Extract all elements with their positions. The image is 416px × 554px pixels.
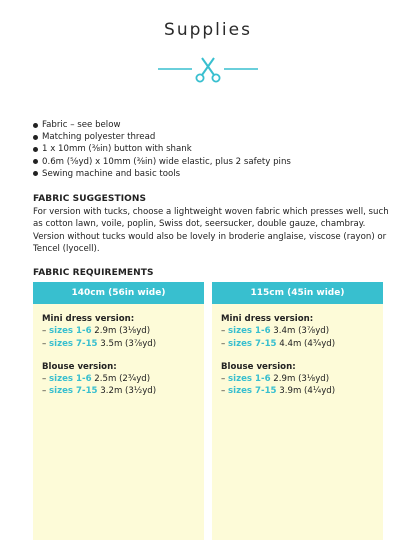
size-label: sizes 7-15 bbox=[49, 338, 98, 349]
size-row: – sizes 1-6 3.4m (3⅞yd) bbox=[221, 326, 330, 337]
size-value: 3.5m (3⅞yd) bbox=[97, 338, 157, 349]
bullet-icon bbox=[33, 147, 38, 152]
size-value: 2.9m (3⅛yd) bbox=[91, 326, 151, 337]
size-label: sizes 1-6 bbox=[228, 374, 271, 385]
page-title: Supplies bbox=[164, 20, 252, 40]
size-row: – sizes 7-15 3.9m (4¼yd) bbox=[221, 386, 336, 397]
size-label: sizes 7-15 bbox=[228, 386, 277, 397]
requirements-column-115cm bbox=[212, 282, 383, 540]
size-value: 4.4m (4¾yd) bbox=[276, 338, 336, 349]
size-row: – sizes 7-15 3.2m (3½yd) bbox=[42, 386, 157, 397]
bullet-icon bbox=[33, 123, 38, 128]
bullet-icon bbox=[33, 135, 38, 140]
column-header: 115cm (45in wide) bbox=[212, 282, 383, 304]
list-item: 0.6m (⅝yd) x 10mm (⅜in) wide elastic, plus 2 safety pins bbox=[33, 156, 393, 168]
bullet-icon bbox=[33, 159, 38, 164]
size-label: sizes 1-6 bbox=[228, 326, 271, 337]
scissors-icon bbox=[158, 55, 258, 83]
version-title: Mini dress version: bbox=[42, 314, 135, 324]
fabric-requirements-heading: FABRIC REQUIREMENTS bbox=[33, 268, 154, 278]
size-label: sizes 1-6 bbox=[49, 374, 92, 385]
version-title: Mini dress version: bbox=[221, 314, 314, 324]
bullet-icon bbox=[33, 171, 38, 176]
size-label: sizes 1-6 bbox=[49, 326, 92, 337]
size-value: 3.9m (4¼yd) bbox=[276, 386, 336, 397]
list-item: Fabric – see below bbox=[33, 119, 393, 131]
size-row: – sizes 1-6 2.9m (3⅛yd) bbox=[42, 326, 151, 337]
size-row: – sizes 1-6 2.9m (3⅛yd) bbox=[221, 374, 330, 385]
list-item: Matching polyester thread bbox=[33, 131, 393, 143]
size-value: 3.4m (3⅞yd) bbox=[270, 326, 330, 337]
size-row: – sizes 7-15 4.4m (4¾yd) bbox=[221, 338, 336, 349]
fabric-suggestions-text: For version with tucks, choose a lightweight woven fabric which presses well, such as cotton lawn, voile, poplin, Swiss dot, seersucker, double gauze, chambray. Version without tucks would also be lovely in broderie anglaise, viscose (rayon) or Tencel (lyocell). bbox=[33, 207, 389, 254]
column-header: 140cm (56in wide) bbox=[33, 282, 204, 304]
size-value: 2.9m (3⅛yd) bbox=[270, 374, 330, 385]
version-title: Blouse version: bbox=[42, 361, 117, 372]
requirements-column-140cm bbox=[33, 282, 204, 540]
list-item: Sewing machine and basic tools bbox=[33, 168, 393, 180]
size-label: sizes 7-15 bbox=[49, 386, 98, 397]
version-title: Blouse version: bbox=[221, 361, 296, 372]
size-row: – sizes 1-6 2.5m (2¾yd) bbox=[42, 374, 151, 385]
size-label: sizes 7-15 bbox=[228, 338, 277, 349]
fabric-suggestions-heading: FABRIC SUGGESTIONS bbox=[33, 194, 147, 204]
supplies-list bbox=[33, 119, 393, 180]
size-value: 3.2m (3½yd) bbox=[97, 386, 157, 397]
size-value: 2.5m (2¾yd) bbox=[91, 374, 151, 385]
list-item: 1 x 10mm (⅜in) button with shank bbox=[33, 143, 393, 155]
size-row: – sizes 7-15 3.5m (3⅞yd) bbox=[42, 338, 157, 349]
